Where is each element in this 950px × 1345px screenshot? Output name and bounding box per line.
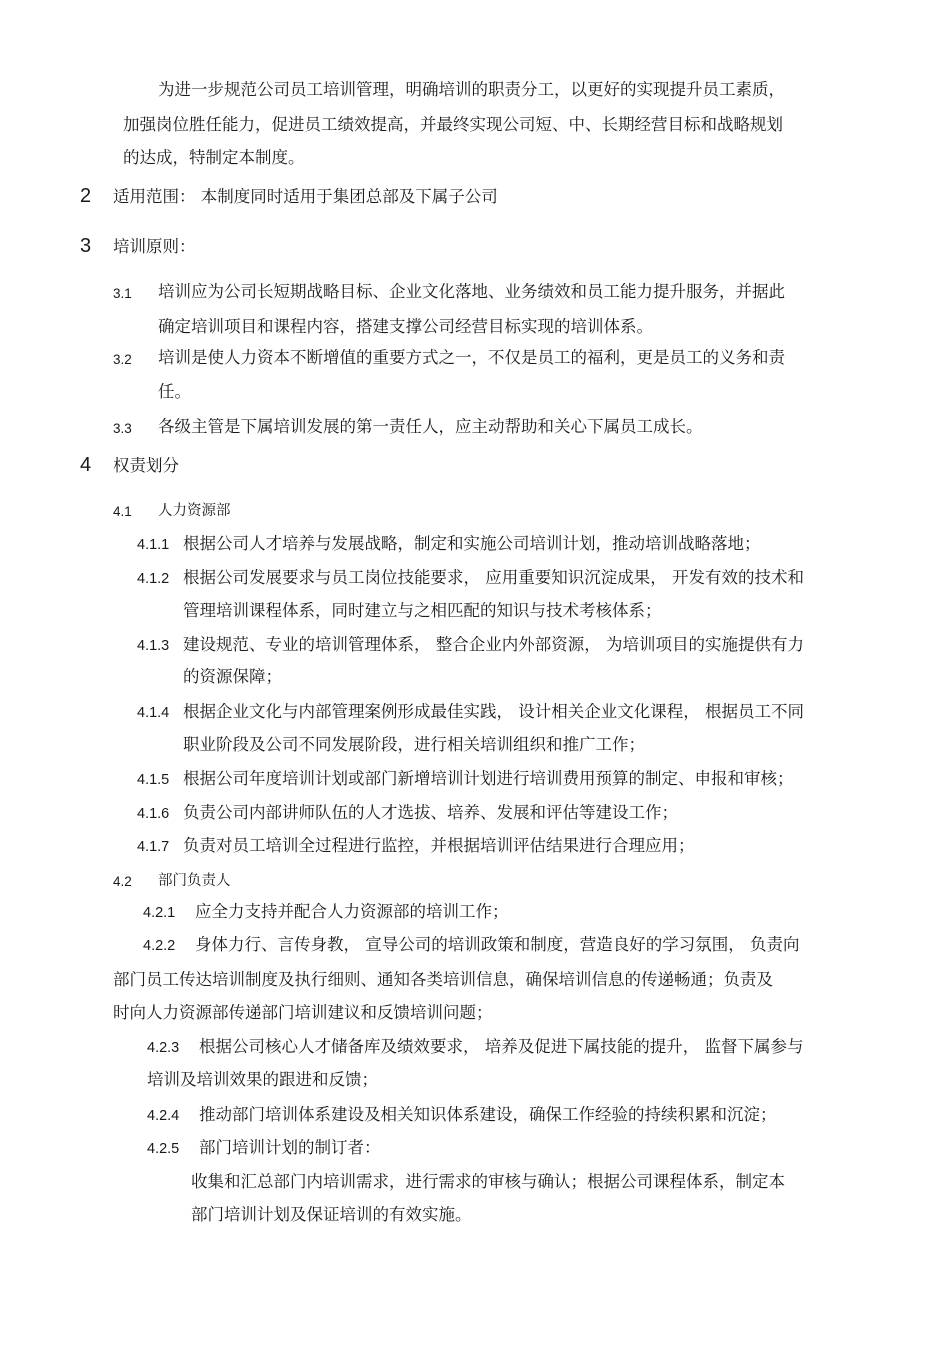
principle-line: 任。 [158,382,191,401]
duty-line: 应全力支持并配合人力资源部的培训工作； [195,902,509,921]
item-number: 4.2.1 [143,905,176,921]
duty-line: 根据公司发展要求与员工岗位技能要求， 应用重要知识沉淀成果， 开发有效的技术和 [183,568,804,587]
subsection-number: 4.2 [113,874,132,889]
duty-line: 部门培训计划及保证培训的有效实施。 [191,1205,472,1224]
item-number: 4.1.2 [137,571,170,587]
item-number: 4.1.6 [137,806,170,822]
item-number: 4.2.2 [143,938,176,954]
principle-line: 培训是使人力资本不断增值的重要方式之一，不仅是员工的福利，更是员工的义务和责 [158,348,785,367]
section-number: 2 [80,185,92,207]
duty-line: 的资源保障； [183,667,282,686]
duty-line: 建设规范、专业的培训管理体系， 整合企业内外部资源， 为培训项目的实施提供有力 [183,635,804,654]
item-number: 4.2.3 [147,1040,180,1056]
duty-line: 负责公司内部讲师队伍的人才选拔、培养、发展和评估等建设工作； [183,803,678,822]
duty-line: 根据公司年度培训计划或部门新增培训计划进行培训费用预算的制定、申报和审核； [183,769,794,788]
section-3-title: 培训原则： [113,237,196,256]
duty-line: 负责对员工培训全过程进行监控，并根据培训评估结果进行合理应用； [183,836,695,855]
duty-line: 职业阶段及公司不同发展阶段，进行相关培训组织和推广工作； [183,735,645,754]
duty-line: 培训及培训效果的跟进和反馈； [147,1070,378,1089]
principle-line: 培训应为公司长短期战略目标、企业文化落地、业务绩效和员工能力提升服务，并据此 [158,282,785,301]
item-number: 3.3 [113,421,132,436]
item-number: 4.1.4 [137,705,170,721]
duty-line: 推动部门培训体系建设及相关知识体系建设，确保工作经验的持续积累和沉淀； [199,1105,777,1124]
section-2-text: 适用范围： 本制度同时适用于集团总部及下属子公司 [113,187,498,206]
item-number: 4.1.7 [137,839,170,855]
duty-line: 管理培训课程体系，同时建立与之相匹配的知识与技术考核体系； [183,601,662,620]
duty-line: 根据公司人才培养与发展战略，制定和实施公司培训计划，推动培训战略落地； [183,534,761,553]
duty-line: 根据公司核心人才储备库及绩效要求， 培养及促进下属技能的提升， 监督下属参与 [199,1037,804,1056]
intro-line: 为进一步规范公司员工培训管理，明确培训的职责分工，以更好的实现提升员工素质， [158,80,785,99]
duty-line: 部门培训计划的制订者： [199,1138,381,1157]
item-number: 4.2.4 [147,1108,180,1124]
intro-line: 加强岗位胜任能力，促进员工绩效提高，并最终实现公司短、中、长期经营目标和战略规划 [123,115,783,134]
duty-line: 时向人力资源部传递部门培训建议和反馈培训问题； [113,1003,493,1022]
duty-line: 根据企业文化与内部管理案例形成最佳实践， 设计相关企业文化课程， 根据员工不同 [183,702,804,721]
principle-line: 确定培训项目和课程内容，搭建支撑公司经营目标实现的培训体系。 [158,317,653,336]
duty-line: 收集和汇总部门内培训需求，进行需求的审核与确认；根据公司课程体系，制定本 [191,1172,785,1191]
item-number: 4.1.1 [137,537,170,553]
subsection-title: 部门负责人 [158,873,231,889]
intro-line: 的达成，特制定本制度。 [123,148,305,167]
item-number: 3.1 [113,286,132,301]
item-number: 3.2 [113,352,132,367]
duty-line: 身体力行、言传身教， 宣导公司的培训政策和制度，营造良好的学习氛围， 负责向 [195,935,800,954]
item-number: 4.2.5 [147,1141,180,1157]
duty-line: 部门员工传达培训制度及执行细则、通知各类培训信息，确保培训信息的传递畅通；负责及 [113,970,773,989]
subsection-number: 4.1 [113,504,132,519]
subsection-title: 人力资源部 [158,503,231,519]
item-number: 4.1.3 [137,638,170,654]
section-4-title: 权责划分 [113,456,179,475]
section-number: 3 [80,235,92,257]
principle-line: 各级主管是下属培训发展的第一责任人，应主动帮助和关心下属员工成长。 [158,417,703,436]
item-number: 4.1.5 [137,772,170,788]
section-number: 4 [80,454,92,476]
